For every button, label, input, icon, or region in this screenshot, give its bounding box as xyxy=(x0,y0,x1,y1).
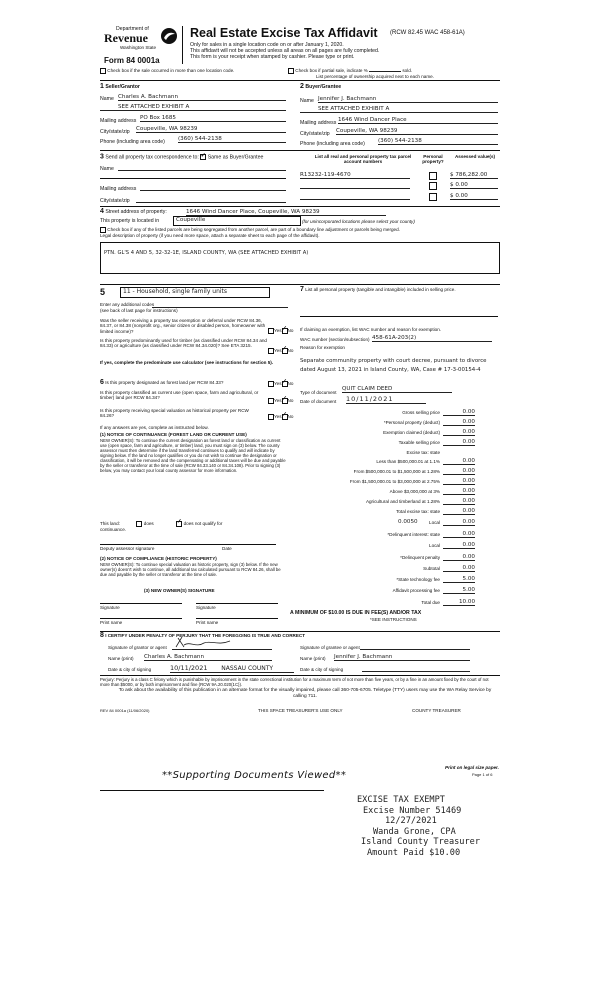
certify-statement: 8 I CERTIFY UNDER PENALTY OF PERJURY THAT THE FOREGOING IS TRUE AND CORRECT xyxy=(100,632,306,639)
street-address-row: 4 Street address of property: xyxy=(100,208,167,215)
seller-heading: 1 Seller/Grantor xyxy=(100,83,140,90)
this-land-row: This land: does ✓ does not qualify for xyxy=(100,521,222,527)
wac-label: WAC number (section/subsection) xyxy=(300,337,370,342)
parcel-2-personal-checkbox[interactable] xyxy=(429,182,437,190)
land-use-code-select[interactable]: 11 - Household, single family units xyxy=(120,287,270,298)
doc-type-field[interactable]: QUIT CLAIM DEED xyxy=(342,386,452,393)
section3-city-field[interactable] xyxy=(136,196,286,203)
forest-yes-no[interactable]: Yes✓ No xyxy=(268,381,293,387)
timber-no-checkbox[interactable] xyxy=(282,348,288,354)
grantor-signature-label: Signature of grantor or agent xyxy=(108,645,167,650)
continuance-heading: (1) NOTICE OF CONTINUANCE (FOREST LAND OR CURRENT USE) xyxy=(100,432,247,437)
buyer-city-label: City/state/zip xyxy=(300,131,330,137)
grantee-date-label: Date & city of signing xyxy=(300,667,344,672)
stamp-amount-paid: Amount Paid $10.00 xyxy=(367,847,461,858)
rcw-reference: (RCW 82.45 WAC 458-61A) xyxy=(390,30,465,36)
buyer-phone-label: Phone (including area code) xyxy=(300,141,365,147)
doc-type-label: Type of document xyxy=(300,390,337,395)
seller-city-label: City/state/zip xyxy=(100,129,130,135)
parcel-value-3[interactable]: $ 0.00 xyxy=(450,193,498,200)
historic-body: NEW OWNER(S): To continue special valuation as historic property, sign (3) below. If the new owner(s) doesn't wish to continue, all additional tax calculated pursuant to RCW 84.26, shall be due and payable by the seller or transferor at the time of sale. xyxy=(100,562,281,577)
parcel-3-personal-checkbox[interactable] xyxy=(429,193,437,201)
street-address-field[interactable]: 1646 Wind Dancer Place, Coupeville, WA 98239 xyxy=(186,209,386,216)
multi-location-checkbox[interactable] xyxy=(100,68,106,74)
new-owner-sig-2[interactable]: Signature xyxy=(196,605,216,610)
alt-format-notice: To ask about the availability of this publication in an alternate format for the visually impaired, please call 360-705-6705. Teletype (TTY) users may use the WA Relay Service by calling 711. xyxy=(118,688,492,699)
historic-heading: (2) NOTICE OF COMPLIANCE (HISTORIC PROPERTY) xyxy=(100,556,217,561)
parcel-value-1[interactable]: $ 786,282.00 xyxy=(450,172,498,179)
section3-mail-label: Mailing address xyxy=(100,186,137,192)
dor-revenue: Revenue xyxy=(104,31,148,45)
section3-name-label: Name xyxy=(100,166,114,172)
deputy-signature-label: Deputy assessor signature xyxy=(100,546,155,551)
land-does-not-checkbox[interactable] xyxy=(176,521,182,527)
new-owner-print-1[interactable]: Print name xyxy=(100,620,123,625)
fee-delinquent-penalty: *Delinquent penalty 0.00 xyxy=(400,554,475,560)
seller-name-field[interactable]: Charles A. Bachmann xyxy=(118,94,286,101)
stamp-exempt: EXCISE TAX EXEMPT xyxy=(357,795,445,805)
section5-number: 5 xyxy=(100,287,106,297)
parcel-number-3[interactable] xyxy=(300,193,410,200)
local-rate: 0.0050 xyxy=(398,519,418,525)
section3-heading: 3 Send all property tax correspondence to: ✓ Same as Buyer/Grantee xyxy=(100,154,263,160)
form-revision: REV 84 0001a (11/06/2020) xyxy=(100,708,150,713)
exemption-no-checkbox[interactable] xyxy=(282,328,288,334)
grantee-date-field[interactable] xyxy=(362,665,470,672)
exemption-yes-no[interactable]: Yes✓ No xyxy=(268,328,293,334)
forest-question: 6 Is this property designated as forest land per RCW 84.33? xyxy=(100,379,224,386)
seller-phone-field[interactable]: (360) 544-2138 xyxy=(178,136,286,143)
fee-technology: *State technology fee 5.00 xyxy=(396,576,475,582)
parcel-1-personal-checkbox[interactable] xyxy=(429,172,437,180)
parcels-header-personal: Personal property? xyxy=(422,154,444,165)
partial-sale-sold: sold. xyxy=(402,68,413,74)
parcel-number-1[interactable]: R13232-119-4670 xyxy=(300,172,410,179)
section3-mail-field[interactable] xyxy=(140,184,286,191)
county-treasurer-label: COUNTY TREASURER xyxy=(412,708,461,713)
fee-tier-1: Less than $500,000.01 at 1.1% 0.00 xyxy=(376,458,475,464)
doc-date-field[interactable]: 10/11/2021 xyxy=(346,395,426,404)
buyer-heading: 2 Buyer/Grantee xyxy=(300,83,342,90)
partial-sale-label: Check box if partial sale, indicate % xyxy=(295,68,368,74)
buyer-mail-field[interactable]: 1646 Wind Dancer Place xyxy=(338,117,498,124)
additional-codes-label: Enter any additional codes xyxy=(100,302,155,307)
fee-personal: *Personal property (deduct) 0.00 xyxy=(383,419,475,425)
treasurer-use-only: THIS SPACE TREASURER'S USE ONLY xyxy=(258,708,343,713)
parcels-header-numbers: List all real and personal property tax parcel account numbers xyxy=(314,154,412,165)
buyer-phone-field[interactable]: (360) 544-2138 xyxy=(378,138,498,145)
new-owner-print-2[interactable]: Print name xyxy=(196,620,219,625)
current-use-question: Is this property classified as current use (open space, farm and agricultural, or timber) land per RCW 84.34? xyxy=(100,390,259,401)
fee-taxable: Taxable selling price 0.00 xyxy=(398,439,475,445)
fee-total-due: Total due 10.00 xyxy=(421,599,475,605)
seller-name-2-field[interactable]: SEE ATTACHED EXHIBIT A xyxy=(100,104,286,111)
see-instructions: *SEE INSTRUCTIONS xyxy=(370,617,417,622)
parcels-header-value: Assessed value(s) xyxy=(454,154,496,159)
buyer-mail-label: Mailing address xyxy=(300,120,337,126)
if-yes-note: If any answers are yes, complete as instructed below. xyxy=(100,425,209,430)
header-divider xyxy=(182,26,183,64)
fee-gross: Gross selling price 0.00 xyxy=(402,409,475,415)
legal-paper-note: Print on legal size paper. xyxy=(445,765,499,770)
same-as-buyer-checkbox[interactable] xyxy=(200,154,206,160)
minimum-due-note: A MINIMUM OF $10.00 IS DUE IN FEE(S) AND/OR TAX xyxy=(290,610,422,616)
seller-mail-field[interactable]: PO Box 1685 xyxy=(140,115,286,122)
grantor-name-label: Name (print) xyxy=(108,656,134,661)
parcel-number-2[interactable] xyxy=(300,182,410,189)
multi-location-label: Check box if the sale occurred in more than one location code. xyxy=(107,68,235,74)
exemption-instruction: If claiming an exemption, list WAC number and reason for exemption. xyxy=(300,327,442,332)
perjury-notice: Perjury: Perjury is a class C felony which is punishable by imprisonment in the state correctional institution for a maximum term of not more than five years, or by a fine in an amount fixed by the court of not more than $5000, or by both imprisonment and fine (RCW 9A.20.020(1C)). xyxy=(100,677,489,687)
forest-no-checkbox[interactable] xyxy=(282,381,288,387)
buyer-name-label: Name xyxy=(300,98,314,104)
header-line-2: This affidavit will not be accepted unless all areas on all pages are fully completed. xyxy=(190,48,380,54)
dor-swoosh-icon xyxy=(160,27,178,45)
fee-tier-5: Agricultural and timberland at 1.28% 0.00 xyxy=(365,498,475,504)
section3-name-field[interactable] xyxy=(118,164,286,171)
seller-city-field[interactable]: Coupeville, WA 98239 xyxy=(136,126,286,133)
new-owner-signature-heading: (3) NEW OWNER(S) SIGNATURE xyxy=(144,588,215,593)
legal-description-label: Legal description of property (if you need more space, attach a separate sheet to each page of the affidavit). xyxy=(100,233,320,238)
continuance-body: NEW OWNER(S): To continue the current designation as forest land or classification as current use (open space, farm and agriculture, or timber) land, you must sign on (3) below. The county assessor must then determine if the land transferred continues to qualify and will indicate by signing below. If the land no longer qualifies or you do not wish to continue the designation or classification, it will be removed and the compensating or additional taxes will be due and payable by the seller or transferor at the time of sale (RCW 84.33.140 or 84.34.108). Prior to signing (3) below, you may contact your local county assessor for more information. xyxy=(100,438,286,473)
fee-tier-2: From $500,000.01 to $1,500,000 at 1.28% 0.00 xyxy=(353,468,475,474)
reason-field[interactable]: Separate community property with court decree, pursuant to divorce dated August 13, 2021 in Island County, WA, Case # 17-3-00154-4 xyxy=(300,358,487,373)
excise-state-label: Excise tax: state xyxy=(406,450,440,455)
stamp-office: Island County Treasurer xyxy=(361,837,480,847)
grantor-place: NASSAU COUNTY xyxy=(221,665,274,672)
current-use-no-checkbox[interactable] xyxy=(282,398,288,404)
section3-city-label: City/state/zip xyxy=(100,198,130,204)
timber-yes-no[interactable]: Yes✓ No xyxy=(268,348,293,354)
legal-description-text: PTN. GL'S 4 AND 5, 32-32-1E, ISLAND COUNTY, WA (SEE ATTACHED EXHIBIT A) xyxy=(104,250,309,256)
fee-exemption: Exemption claimed (deduct) 0.00 xyxy=(383,429,475,435)
grantor-date-field[interactable] xyxy=(170,664,294,673)
fee-delinquent-state: *Delinquent interest: state 0.00 xyxy=(387,531,475,537)
new-owner-sig-1[interactable]: Signature xyxy=(100,605,120,610)
land-does-checkbox[interactable] xyxy=(136,521,142,527)
segregated-label: Check box if any of the listed parcels are being segregated from another parcel, are part of a boundary line adjustment or parcels being merged. xyxy=(107,227,400,233)
historic-question: Is this property receiving special valuation as historical property per RCW 84.26? xyxy=(100,408,249,419)
buyer-name-field[interactable]: Jennifer J. Bachmann xyxy=(318,96,498,103)
see-back-note: (see back of last page for instructions) xyxy=(100,308,178,313)
located-in-select[interactable]: Coupeville xyxy=(173,216,301,226)
fee-total-state: Total excise tax: state 0.00 xyxy=(396,508,475,514)
form-number: Form 84 0001a xyxy=(104,56,160,65)
stamp-rule xyxy=(100,790,324,791)
grantor-signature-mark xyxy=(174,635,234,649)
stamp-date: 12/27/2021 xyxy=(385,816,437,826)
unincorporated-note: (for unincorporated locations please select your county) xyxy=(302,219,415,224)
same-as-buyer-label: Same as Buyer/Grantee xyxy=(207,154,264,161)
continuance-word: continuance. xyxy=(100,527,127,532)
historic-yes-no[interactable]: Yes✓ No xyxy=(268,414,293,420)
grantor-name-field[interactable]: Charles A. Bachmann xyxy=(144,654,272,661)
grantee-name-label: Name (print) xyxy=(300,656,326,661)
exemption-question: Was the seller receiving a property tax exemption or deferral under RCW 84.36, 84.37, or 84.38 (nonprofit org., senior citizen or disabled person, homeowner with limited income)? xyxy=(100,318,266,334)
wac-number-field[interactable]: 458-61A-203(2) xyxy=(372,335,492,342)
timber-question: Is this property predominantly used for timber (as classified under RCW 84.34 and 84.33) or agriculture (as classified under RCW 84.34.020)? See ETA 3215. xyxy=(100,338,267,349)
buyer-city-field[interactable]: Coupeville, WA 98239 xyxy=(336,128,498,135)
fee-tier-3: From $1,500,000.01 to $3,000,000 at 2.75% 0.00 xyxy=(349,478,475,484)
legal-description-box[interactable] xyxy=(100,242,500,274)
parcel-value-2[interactable]: $ 0.00 xyxy=(450,182,498,189)
buyer-name-2-field[interactable]: SEE ATTACHED EXHIBIT A xyxy=(300,106,498,113)
doc-date-label: Date of document xyxy=(300,399,337,404)
grantor-date-label: Date & city of signing xyxy=(108,667,152,672)
personal-property-label: 7 List all personal property (tangible and intangible) included in selling price. xyxy=(300,286,456,293)
seller-mail-label: Mailing address xyxy=(100,118,137,124)
historic-no-checkbox[interactable] xyxy=(282,414,288,420)
reason-label: Reason for exemption xyxy=(300,345,345,350)
fee-local: Local 0.00 xyxy=(429,519,475,525)
page-number: Page 1 of 6 xyxy=(472,772,493,777)
fee-tier-4: Above $3,000,000 at 3% 0.00 xyxy=(389,488,475,494)
located-in-label: This property is located in xyxy=(100,218,160,224)
timber-calculator-note: If yes, complete the predominate use calculator (see instructions for section 5). xyxy=(100,360,274,365)
dor-dept: Department of xyxy=(116,26,149,32)
seller-phone-label: Phone (including area code) xyxy=(100,139,165,145)
stamp-officer: Wanda Grone, CPA xyxy=(373,826,456,837)
excise-exempt-stamp xyxy=(357,795,507,858)
dor-state: Washington State xyxy=(120,45,157,50)
header-line-3: This form is your receipt when stamped by cashier. Please type or print. xyxy=(190,54,355,60)
grantor-signature-field[interactable] xyxy=(172,639,272,650)
page-title: Real Estate Excise Tax Affidavit xyxy=(190,26,378,40)
header-line-1: Only for sales in a single location code on or after January 1, 2020. xyxy=(190,42,344,48)
grantee-name-field[interactable]: Jennifer J. Bachmann xyxy=(334,654,470,661)
partial-sale-checkbox[interactable] xyxy=(288,68,294,74)
partial-sale-note: List percentage of ownership acquired next to each name. xyxy=(316,74,434,79)
grantor-date: 10/11/2021 xyxy=(170,664,208,672)
grantee-signature-label: Signature of grantee or agent xyxy=(300,645,360,650)
supporting-docs-stamp: **Supporting Documents Viewed** xyxy=(162,770,347,781)
fee-subtotal: Subtotal 0.00 xyxy=(423,565,475,571)
multi-location-check[interactable] xyxy=(100,68,234,74)
deputy-date-label: Date xyxy=(222,546,232,551)
grantee-signature-field[interactable] xyxy=(360,643,470,650)
fee-delinquent-local: Local 0.00 xyxy=(429,542,475,548)
stamp-excise-number: Excise Number 51469 xyxy=(363,805,462,816)
fee-processing: Affidavit processing fee 5.00 xyxy=(392,587,475,593)
dor-logo xyxy=(104,26,184,64)
seller-name-label: Name xyxy=(100,96,114,102)
current-use-yes-no[interactable]: Yes✓ No xyxy=(268,398,293,404)
